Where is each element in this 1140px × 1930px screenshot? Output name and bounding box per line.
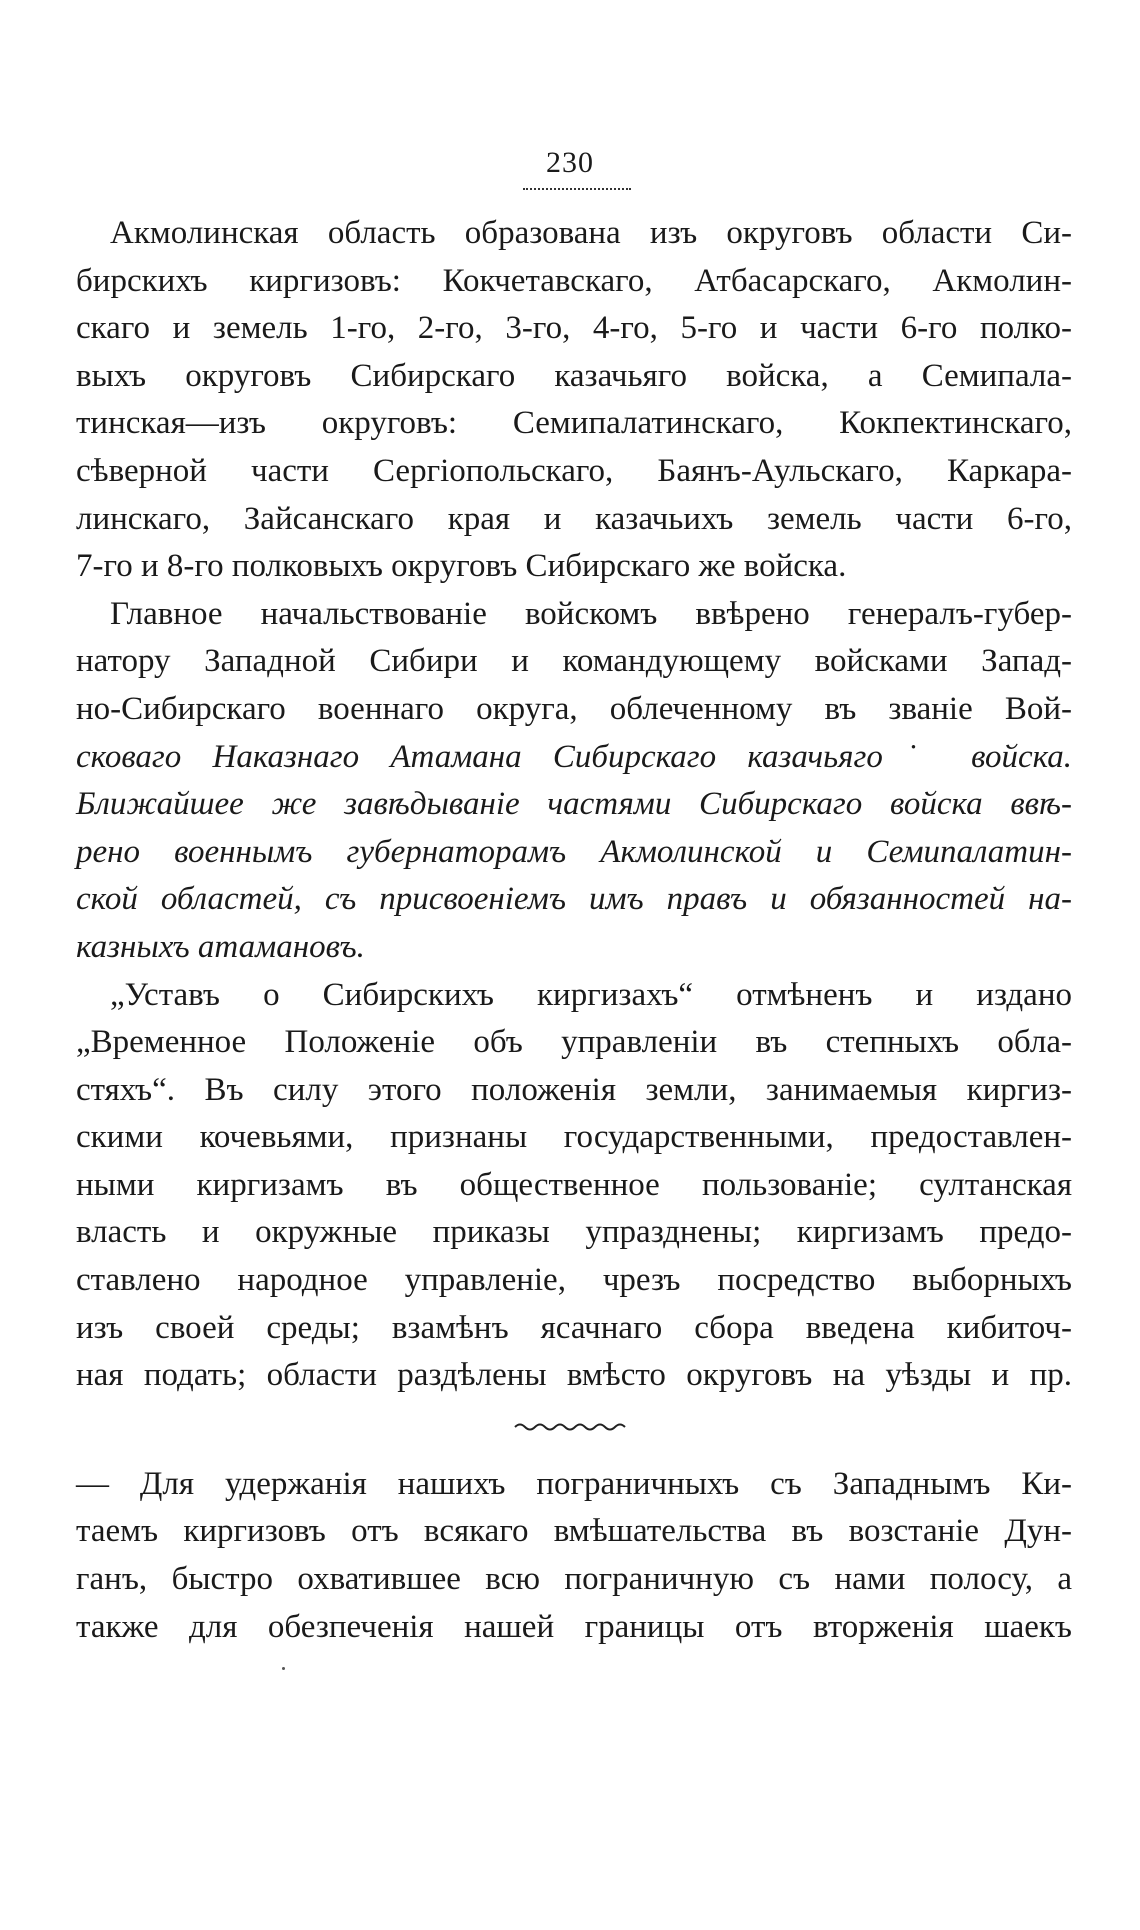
- paragraph-2: [76, 591, 1072, 972]
- text-line: ганъ, быстро охватившее всю пограничную съ нами полосу, а: [76, 1561, 1072, 1598]
- text-line: „Временное Положеніе объ управленіи въ степныхъ обла-: [76, 1024, 1072, 1061]
- text-line-italic: Ближайшее же завѣдываніе частями Сибирскаго войска ввѣ-: [76, 786, 1072, 823]
- text-line: власть и окружные приказы упразднены; киргизамъ предо-: [76, 1214, 1072, 1251]
- text-line: Главное начальствованіе войскомъ ввѣрено генералъ-губер-: [110, 595, 1072, 632]
- paragraph-4: [76, 1461, 1072, 1651]
- text-line-italic: сковаго Наказнаго Атамана Сибирскаго казачьяго˙ войска.: [76, 738, 1072, 775]
- page-number: 230: [546, 146, 594, 179]
- paragraph-3: [76, 972, 1072, 1400]
- paragraph-1: [76, 210, 1072, 591]
- text-line: скаго и земель 1-го, 2-го, 3-го, 4-го, 5-го и части 6-го полко-: [76, 310, 1072, 347]
- text-line: скими кочевьями, признаны государственными, предоставлен-: [76, 1119, 1072, 1156]
- text-line: — Для удержанія нашихъ пограничныхъ съ Западнымъ Ки-: [76, 1465, 1072, 1502]
- text-line-italic: рено военнымъ губернаторамъ Акмолинской и Семипалатин-: [76, 833, 1072, 870]
- text-line: 7-го и 8-го полковыхъ округовъ Сибирскаго же войска.: [76, 548, 847, 585]
- text-line: изъ своей среды; взамѣнъ ясачнаго сбора введена кибиточ-: [76, 1309, 1072, 1346]
- text-line: бирскихъ киргизовъ: Кокчетавскаго, Атбасарскаго, Акмолин-: [76, 262, 1072, 299]
- text-line: тинская—изъ округовъ: Семипалатинскаго, Кокпектинскаго,: [76, 405, 1072, 442]
- wavy-ornament-icon: [513, 1420, 633, 1434]
- text-block: [76, 210, 1072, 1651]
- text-line: ставлено народное управленіе, чрезъ посредство выборныхъ: [76, 1262, 1072, 1299]
- text-line: таемъ киргизовъ отъ всякаго вмѣшательства въ возстаніе Дун-: [76, 1513, 1072, 1550]
- text-line: также для обезпеченія нашей границы отъ вторженія шаекъ: [76, 1608, 1072, 1645]
- text-line: натору Западной Сибири и командующему войсками Запад-: [76, 643, 1072, 680]
- text-line: „Уставъ о Сибирскихъ киргизахъ“ отмѣненъ и издано: [110, 976, 1072, 1013]
- text-line: ными киргизамъ въ общественное пользованіе; султанская: [76, 1166, 1072, 1203]
- text-line: Акмолинская область образована изъ округовъ области Си-: [110, 215, 1072, 251]
- section-separator: [76, 1400, 1072, 1461]
- text-line-italic: казныхъ атамановъ.: [76, 928, 365, 965]
- text-line: сѣверной части Сергіопольскаго, Баянъ-Аульскаго, Каркара-: [76, 452, 1072, 489]
- text-line: ная подать; области раздѣлены вмѣсто округовъ на уѣзды и пр.: [76, 1357, 1072, 1394]
- text-line-italic: ской областей, съ присвоеніемъ имъ правъ и обязанностей на-: [76, 881, 1072, 918]
- text-line: линскаго, Зайсанскаго края и казачьихъ земель части 6-го,: [76, 500, 1072, 537]
- page-number-dotted-rule: [523, 188, 631, 190]
- text-line: выхъ округовъ Сибирскаго казачьяго войска, а Семипала-: [76, 357, 1072, 394]
- print-speck: [282, 1667, 285, 1670]
- text-line: но-Сибирскаго военнаго округа, облеченному въ званіе Вой-: [76, 690, 1072, 727]
- text-line: стяхъ“. Въ силу этого положенія земли, занимаемыя киргиз-: [76, 1071, 1072, 1108]
